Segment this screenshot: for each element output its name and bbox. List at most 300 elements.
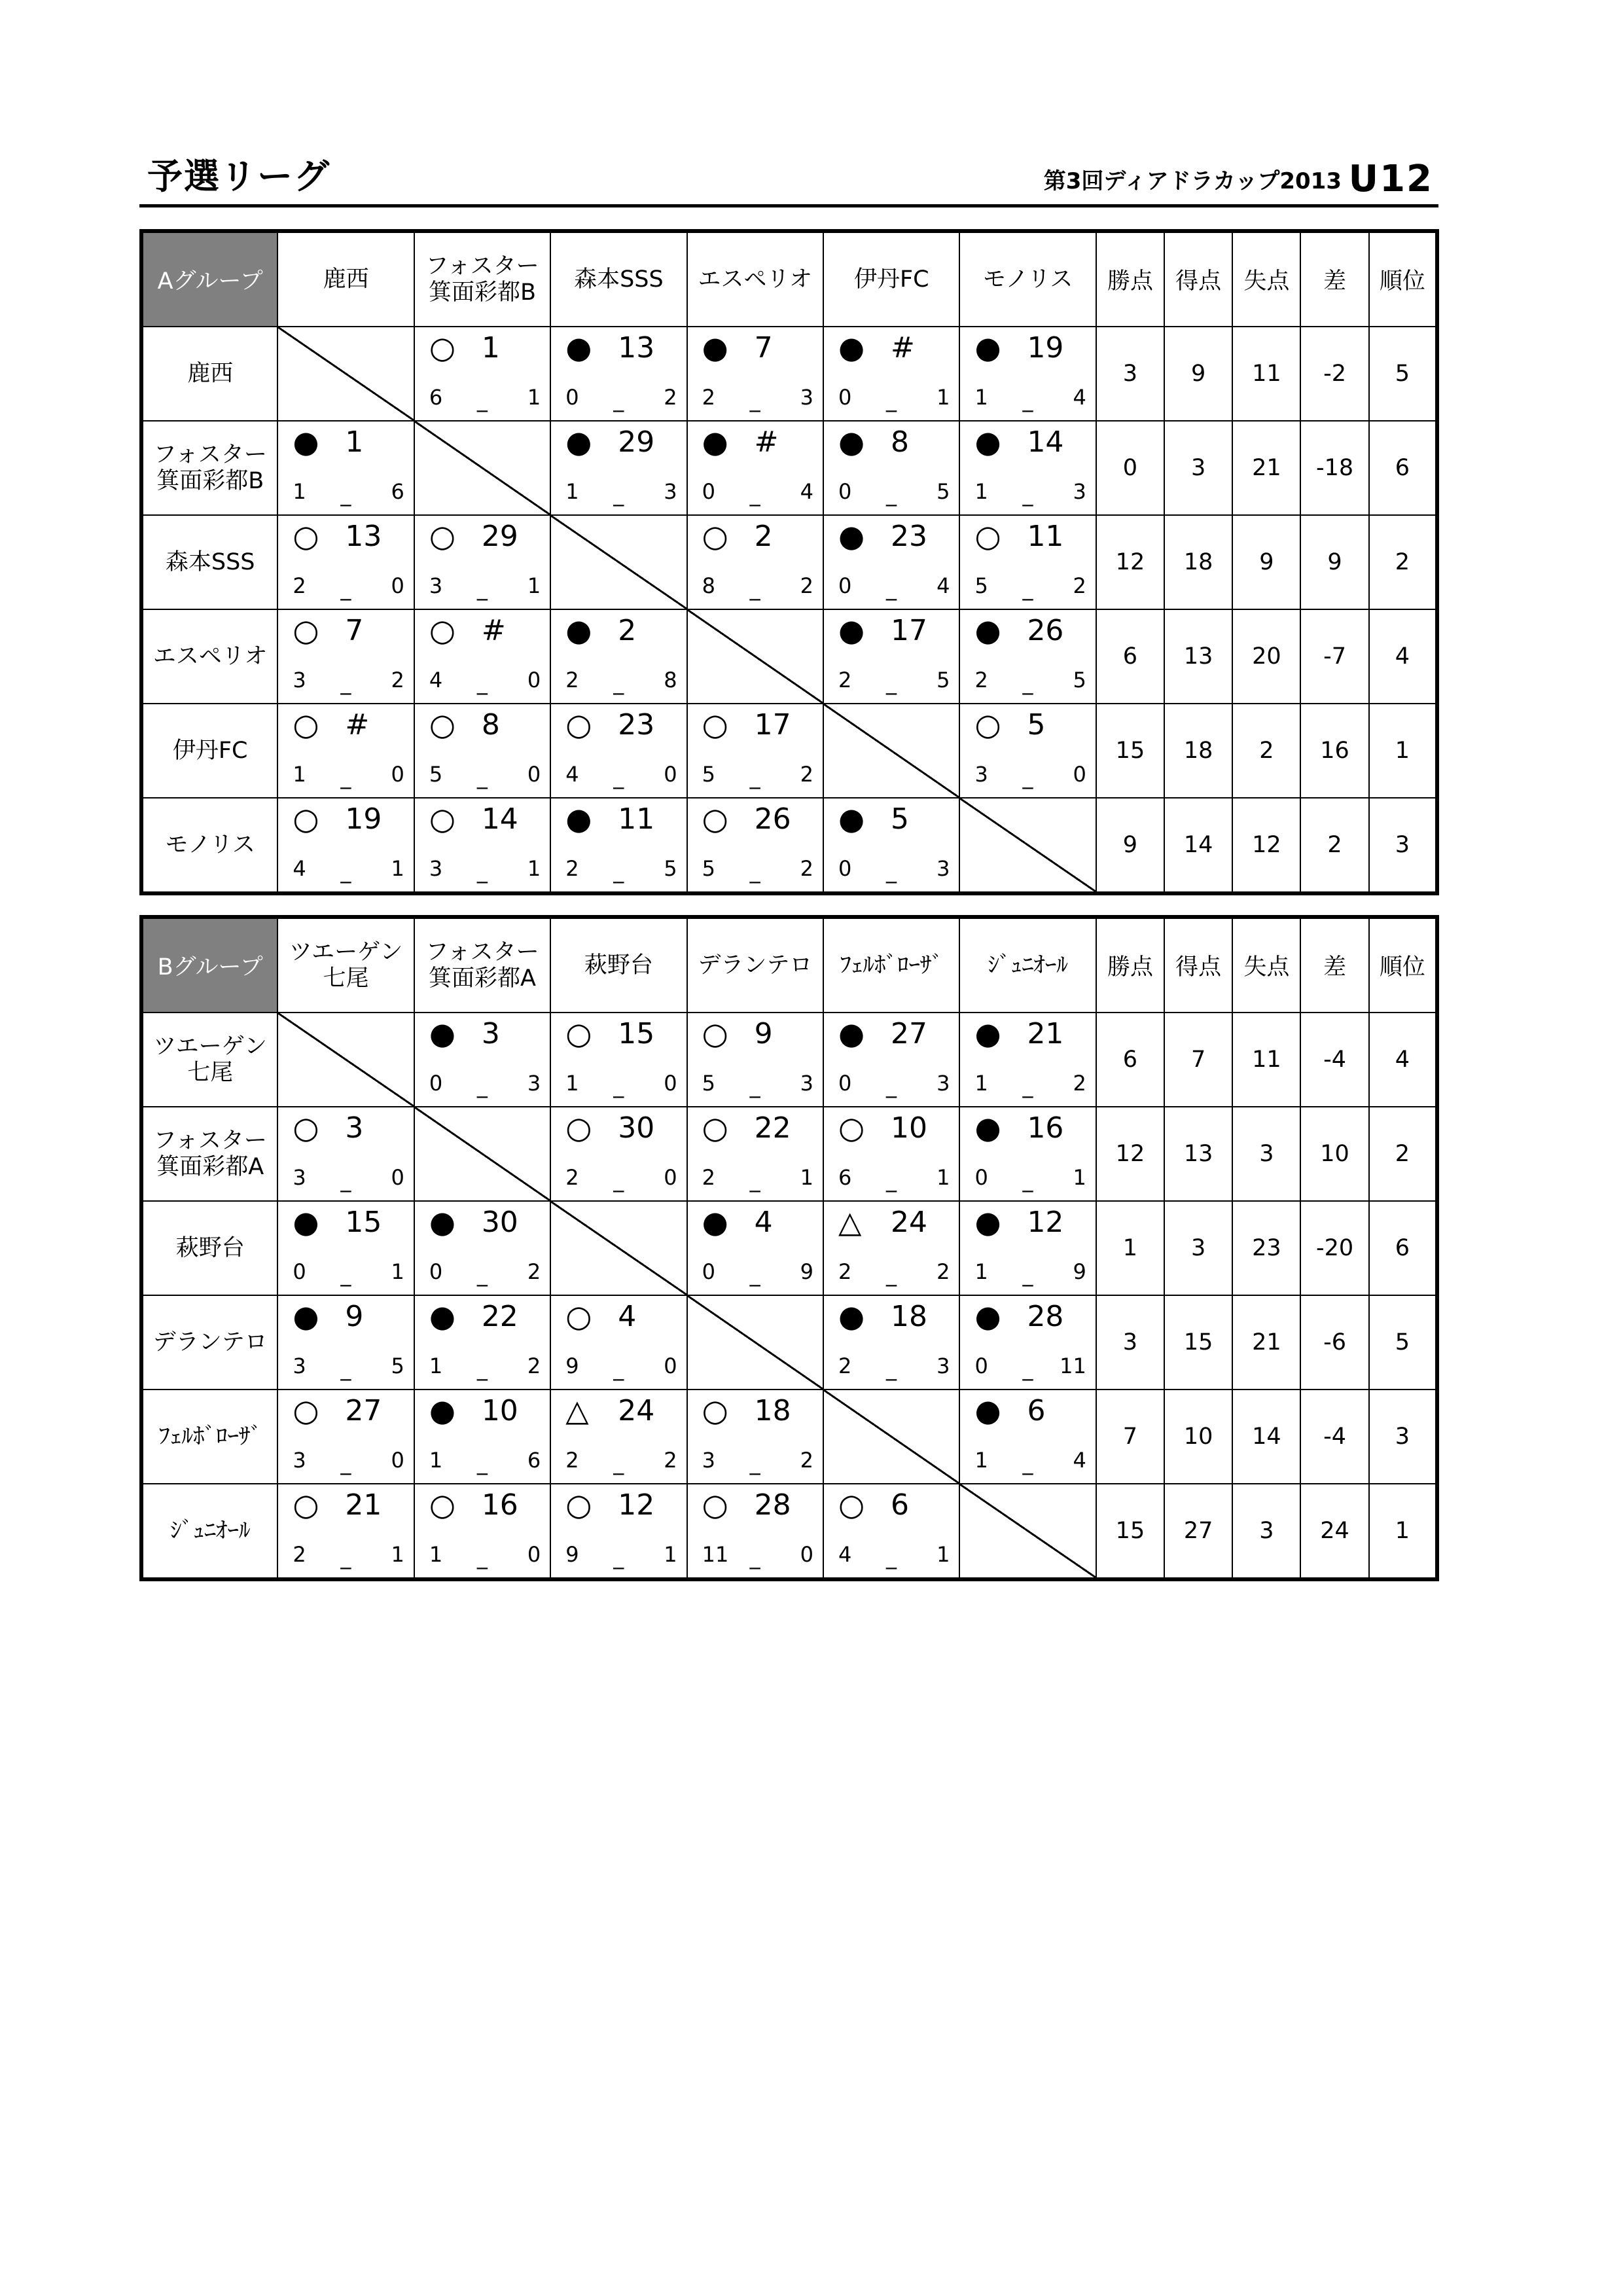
goals-against: 1 [800, 1165, 814, 1190]
goals-against: 0 [1073, 762, 1086, 787]
goals-against: 0 [527, 762, 541, 787]
goals-against: 4 [1073, 385, 1086, 410]
stat-value: 3 [1232, 1484, 1300, 1579]
score-separator: _ [886, 576, 897, 601]
goals-against: 1 [936, 385, 950, 410]
score-separator: _ [749, 1262, 760, 1287]
row-team-name: 森本SSS [141, 515, 277, 609]
goals-against: 3 [936, 856, 950, 881]
score-separator: _ [613, 859, 624, 884]
result-mark: ● [838, 424, 865, 459]
match-number: 19 [345, 802, 382, 836]
team-row [141, 1295, 1437, 1390]
row-team-name: エスペリオ [141, 609, 277, 704]
result-mark: ● [838, 518, 865, 554]
score-separator: _ [340, 1356, 351, 1381]
goals-against: 4 [936, 573, 950, 598]
goals-against: 1 [391, 1542, 404, 1567]
goals-for: 4 [565, 762, 579, 787]
score-separator: _ [886, 1356, 897, 1381]
match-number: 8 [481, 708, 500, 742]
match-number: 6 [1027, 1394, 1046, 1427]
column-team-header: 萩野台 [550, 917, 687, 1013]
score-separator: _ [340, 1545, 351, 1570]
goals-against: 2 [664, 385, 677, 410]
goals-for: 3 [429, 856, 443, 881]
match-cell [823, 327, 959, 421]
score-separator: _ [340, 482, 351, 507]
goals-against: 2 [936, 1259, 950, 1284]
score-separator: _ [476, 1356, 488, 1381]
goals-for: 2 [702, 1165, 715, 1190]
team-row [141, 1484, 1437, 1579]
match-number: 24 [618, 1394, 655, 1427]
row-team-name: ｼﾞｭﾆｵｰﾙ [141, 1484, 277, 1579]
result-mark: ○ [429, 330, 455, 365]
match-cell [550, 1013, 687, 1107]
goals-for: 6 [429, 385, 443, 410]
stat-value: 12 [1096, 1107, 1164, 1201]
goals-for: 4 [293, 856, 306, 881]
match-cell [414, 1295, 550, 1390]
column-team-header: ﾌｪﾙﾎﾞﾛｰｻﾞ [823, 917, 959, 1013]
match-number: 2 [618, 614, 637, 647]
column-team-header: ツエーゲン 七尾 [277, 917, 414, 1013]
group-label: Bグループ [141, 917, 277, 1013]
goals-for: 0 [293, 1259, 306, 1284]
score-separator: _ [613, 670, 624, 695]
goals-against: 1 [936, 1165, 950, 1190]
match-number: 7 [754, 331, 773, 365]
stat-value: 11 [1232, 327, 1300, 421]
goals-against: 0 [527, 668, 541, 692]
stat-value: 2 [1369, 515, 1437, 609]
score-separator: _ [749, 387, 760, 412]
match-cell [277, 1295, 414, 1390]
match-number: 21 [345, 1488, 382, 1522]
match-number: 11 [1027, 520, 1064, 553]
match-number: 14 [1027, 425, 1064, 459]
result-mark: ○ [293, 1110, 319, 1145]
result-mark: △ [565, 1393, 589, 1428]
row-team-name: 鹿西 [141, 327, 277, 421]
goals-against: 2 [800, 762, 814, 787]
goals-for: 0 [838, 385, 852, 410]
score-separator: _ [886, 482, 897, 507]
match-number: 18 [891, 1300, 928, 1333]
result-mark: ● [702, 330, 728, 365]
page-title: 予選リーグ [147, 156, 330, 197]
result-mark: ● [429, 1204, 455, 1240]
goals-against: 0 [664, 762, 677, 787]
stat-value: 3 [1096, 327, 1164, 421]
stat-header: 差 [1300, 231, 1368, 327]
result-mark: ● [974, 613, 1001, 648]
match-number: 16 [481, 1488, 518, 1522]
goals-for: 1 [974, 479, 988, 504]
result-mark: ○ [293, 1393, 319, 1428]
stat-value: 1 [1096, 1201, 1164, 1295]
goals-against: 2 [527, 1259, 541, 1284]
row-team-name: フォスター 箕面彩都A [141, 1107, 277, 1201]
score-separator: _ [1022, 1262, 1033, 1287]
goals-for: 0 [565, 385, 579, 410]
goals-for: 0 [838, 856, 852, 881]
match-cell [959, 515, 1096, 609]
result-mark: ○ [429, 518, 455, 554]
match-number: 15 [618, 1017, 655, 1050]
stat-value: 6 [1369, 421, 1437, 515]
match-number: 6 [891, 1488, 910, 1522]
match-number: 21 [1027, 1017, 1064, 1050]
stat-value: 9 [1096, 798, 1164, 893]
match-number: # [345, 708, 370, 742]
self-match-cell [414, 1107, 550, 1201]
team-row [141, 515, 1437, 609]
team-row [141, 704, 1437, 798]
match-cell [687, 421, 823, 515]
self-match-cell [687, 1295, 823, 1390]
result-mark: ● [838, 1016, 865, 1051]
match-number: 23 [891, 520, 928, 553]
score-separator: _ [340, 859, 351, 884]
result-mark: ● [702, 424, 728, 459]
goals-for: 2 [565, 1448, 579, 1473]
match-cell [414, 327, 550, 421]
goals-against: 3 [527, 1071, 541, 1096]
match-number: 4 [618, 1300, 637, 1333]
result-mark: ○ [293, 801, 319, 836]
match-cell [959, 327, 1096, 421]
goals-against: 2 [527, 1354, 541, 1378]
row-team-name: 萩野台 [141, 1201, 277, 1295]
score-separator: _ [1022, 1450, 1033, 1475]
stat-value: 2 [1369, 1107, 1437, 1201]
stat-value: 3 [1369, 1390, 1437, 1484]
score-separator: _ [340, 1262, 351, 1287]
self-match-cell [823, 1390, 959, 1484]
score-separator: _ [886, 387, 897, 412]
group-a-table [139, 229, 1439, 895]
stat-value: -7 [1300, 609, 1368, 704]
goals-against: 2 [800, 1448, 814, 1473]
team-row [141, 1201, 1437, 1295]
score-separator: _ [340, 764, 351, 789]
result-mark: ○ [429, 1487, 455, 1522]
result-mark: ● [974, 330, 1001, 365]
result-mark: ● [293, 1204, 319, 1240]
goals-for: 2 [838, 1354, 852, 1378]
self-match-cell [959, 798, 1096, 893]
score-separator: _ [1022, 482, 1033, 507]
match-number: 13 [618, 331, 655, 365]
match-number: 26 [1027, 614, 1064, 647]
match-cell [414, 704, 550, 798]
stat-value: 21 [1232, 421, 1300, 515]
goals-against: 1 [664, 1542, 677, 1567]
stat-value: 15 [1096, 704, 1164, 798]
goals-for: 1 [565, 1071, 579, 1096]
match-cell [277, 798, 414, 893]
score-separator: _ [476, 1545, 488, 1570]
goals-for: 1 [429, 1354, 443, 1378]
goals-for: 0 [702, 1259, 715, 1284]
match-number: 28 [1027, 1300, 1064, 1333]
match-cell [687, 515, 823, 609]
result-mark: ● [565, 424, 592, 459]
match-cell [687, 1484, 823, 1579]
match-cell [277, 704, 414, 798]
stat-value: 6 [1096, 1013, 1164, 1107]
score-separator: _ [476, 1450, 488, 1475]
row-team-name: フォスター 箕面彩都B [141, 421, 277, 515]
goals-against: 1 [1073, 1165, 1086, 1190]
match-cell [550, 421, 687, 515]
self-match-cell [277, 327, 414, 421]
result-mark: ● [838, 613, 865, 648]
goals-against: 0 [391, 1165, 404, 1190]
stat-value: 3 [1096, 1295, 1164, 1390]
column-team-header: モノリス [959, 231, 1096, 327]
score-separator: _ [476, 387, 488, 412]
match-number: 22 [754, 1111, 791, 1145]
goals-against: 11 [1060, 1354, 1086, 1378]
goals-against: 2 [664, 1448, 677, 1473]
match-cell [959, 1201, 1096, 1295]
goals-for: 2 [702, 385, 715, 410]
score-separator: _ [1022, 764, 1033, 789]
self-match-cell [550, 515, 687, 609]
score-separator: _ [613, 1545, 624, 1570]
self-match-cell [550, 1201, 687, 1295]
goals-for: 1 [565, 479, 579, 504]
match-cell [414, 1390, 550, 1484]
goals-for: 1 [974, 1259, 988, 1284]
goals-against: 2 [800, 573, 814, 598]
match-cell [277, 1201, 414, 1295]
goals-against: 2 [1073, 573, 1086, 598]
score-separator: _ [749, 859, 760, 884]
goals-against: 0 [800, 1542, 814, 1567]
match-cell [414, 1201, 550, 1295]
score-separator: _ [749, 576, 760, 601]
score-separator: _ [1022, 576, 1033, 601]
goals-for: 0 [838, 1071, 852, 1096]
result-mark: ● [974, 1110, 1001, 1145]
goals-for: 2 [838, 1259, 852, 1284]
score-separator: _ [476, 670, 488, 695]
score-separator: _ [340, 1168, 351, 1193]
score-separator: _ [886, 1262, 897, 1287]
match-cell [414, 798, 550, 893]
age-category: U12 [1348, 158, 1433, 200]
goals-for: 9 [565, 1354, 579, 1378]
page-header [139, 149, 1438, 207]
goals-for: 9 [565, 1542, 579, 1567]
goals-against: 1 [936, 1542, 950, 1567]
score-separator: _ [476, 859, 488, 884]
score-separator: _ [749, 1168, 760, 1193]
self-match-cell [277, 1013, 414, 1107]
result-mark: ● [429, 1016, 455, 1051]
goals-for: 0 [702, 479, 715, 504]
goals-for: 1 [974, 1448, 988, 1473]
goals-for: 5 [702, 762, 715, 787]
stat-header: 順位 [1369, 917, 1437, 1013]
stat-value: -4 [1300, 1013, 1368, 1107]
goals-against: 4 [1073, 1448, 1086, 1473]
row-team-name: 伊丹FC [141, 704, 277, 798]
stat-header: 差 [1300, 917, 1368, 1013]
score-separator: _ [1022, 387, 1033, 412]
column-team-header: 森本SSS [550, 231, 687, 327]
match-cell [959, 704, 1096, 798]
match-cell [687, 704, 823, 798]
stat-value: 16 [1300, 704, 1368, 798]
match-cell [959, 1013, 1096, 1107]
goals-against: 5 [664, 856, 677, 881]
match-cell [823, 1107, 959, 1201]
match-cell [550, 1390, 687, 1484]
goals-for: 3 [429, 573, 443, 598]
stat-header: 勝点 [1096, 917, 1164, 1013]
score-separator: _ [476, 576, 488, 601]
stat-value: 13 [1164, 609, 1232, 704]
result-mark: ○ [565, 1110, 592, 1145]
stat-value: -4 [1300, 1390, 1368, 1484]
result-mark: ○ [702, 801, 728, 836]
match-number: 27 [345, 1394, 382, 1427]
stat-value: 6 [1096, 609, 1164, 704]
row-team-name: ﾌｪﾙﾎﾞﾛｰｻﾞ [141, 1390, 277, 1484]
stat-value: -20 [1300, 1201, 1368, 1295]
stat-value: 3 [1369, 798, 1437, 893]
score-separator: _ [613, 1450, 624, 1475]
stat-value: 10 [1164, 1390, 1232, 1484]
stat-header: 勝点 [1096, 231, 1164, 327]
goals-for: 3 [293, 1165, 306, 1190]
result-mark: ○ [293, 707, 319, 742]
match-cell [687, 1201, 823, 1295]
score-separator: _ [340, 670, 351, 695]
self-match-cell [687, 609, 823, 704]
goals-against: 5 [1073, 668, 1086, 692]
goals-for: 1 [293, 479, 306, 504]
goals-against: 0 [664, 1165, 677, 1190]
row-team-name: デランテロ [141, 1295, 277, 1390]
stat-header: 順位 [1369, 231, 1437, 327]
goals-against: 1 [527, 573, 541, 598]
stat-value: 9 [1300, 515, 1368, 609]
match-cell [687, 1013, 823, 1107]
stat-header: 得点 [1164, 917, 1232, 1013]
goals-for: 2 [838, 668, 852, 692]
tournament-name: 第3回ディアドラカップ2013 [1043, 168, 1342, 194]
goals-for: 2 [293, 573, 306, 598]
match-number: 11 [618, 802, 655, 836]
result-mark: ○ [702, 1016, 728, 1051]
result-mark: ● [838, 801, 865, 836]
match-cell [414, 1484, 550, 1579]
goals-against: 3 [800, 1071, 814, 1096]
match-number: 4 [754, 1206, 773, 1239]
group-b-table [139, 915, 1439, 1581]
match-cell [823, 515, 959, 609]
result-mark: ● [293, 424, 319, 459]
match-number: 18 [754, 1394, 791, 1427]
match-cell [823, 1484, 959, 1579]
goals-for: 0 [429, 1259, 443, 1284]
match-number: 9 [754, 1017, 773, 1050]
score-separator: _ [476, 764, 488, 789]
stat-value: 5 [1369, 327, 1437, 421]
match-cell [959, 1107, 1096, 1201]
goals-against: 1 [527, 856, 541, 881]
match-cell [550, 1107, 687, 1201]
stat-value: 9 [1164, 327, 1232, 421]
column-team-header: エスペリオ [687, 231, 823, 327]
match-cell [687, 1390, 823, 1484]
match-cell [277, 421, 414, 515]
group-label: Aグループ [141, 231, 277, 327]
match-cell [687, 1107, 823, 1201]
match-cell [687, 327, 823, 421]
result-mark: ○ [974, 707, 1001, 742]
goals-against: 0 [664, 1071, 677, 1096]
match-cell [550, 609, 687, 704]
stat-value: 1 [1369, 1484, 1437, 1579]
result-mark: ○ [838, 1110, 865, 1145]
match-number: 27 [891, 1017, 928, 1050]
self-match-cell [414, 421, 550, 515]
stat-value: 5 [1369, 1295, 1437, 1390]
result-mark: ● [702, 1204, 728, 1240]
score-separator: _ [613, 1073, 624, 1098]
goals-against: 0 [391, 762, 404, 787]
stat-value: 24 [1300, 1484, 1368, 1579]
team-row [141, 1390, 1437, 1484]
match-number: 14 [481, 802, 518, 836]
result-mark: ● [565, 330, 592, 365]
goals-for: 2 [293, 1542, 306, 1567]
score-separator: _ [340, 576, 351, 601]
goals-for: 5 [429, 762, 443, 787]
match-cell [550, 798, 687, 893]
goals-against: 0 [391, 573, 404, 598]
score-separator: _ [749, 1545, 760, 1570]
goals-for: 11 [702, 1542, 729, 1567]
score-separator: _ [886, 1073, 897, 1098]
result-mark: ● [429, 1393, 455, 1428]
stat-value: 4 [1369, 609, 1437, 704]
match-number: 30 [481, 1206, 518, 1239]
match-number: 30 [618, 1111, 655, 1145]
goals-against: 3 [936, 1354, 950, 1378]
match-cell [823, 609, 959, 704]
goals-against: 9 [1073, 1259, 1086, 1284]
match-cell [823, 1201, 959, 1295]
match-cell [414, 1013, 550, 1107]
column-team-header: フォスター 箕面彩都A [414, 917, 550, 1013]
goals-for: 1 [974, 1071, 988, 1096]
result-mark: ● [838, 1299, 865, 1334]
match-cell [550, 1295, 687, 1390]
header-row [141, 917, 1437, 1013]
score-separator: _ [1022, 1168, 1033, 1193]
goals-for: 2 [565, 1165, 579, 1190]
result-mark: ○ [565, 1487, 592, 1522]
goals-against: 0 [391, 1448, 404, 1473]
